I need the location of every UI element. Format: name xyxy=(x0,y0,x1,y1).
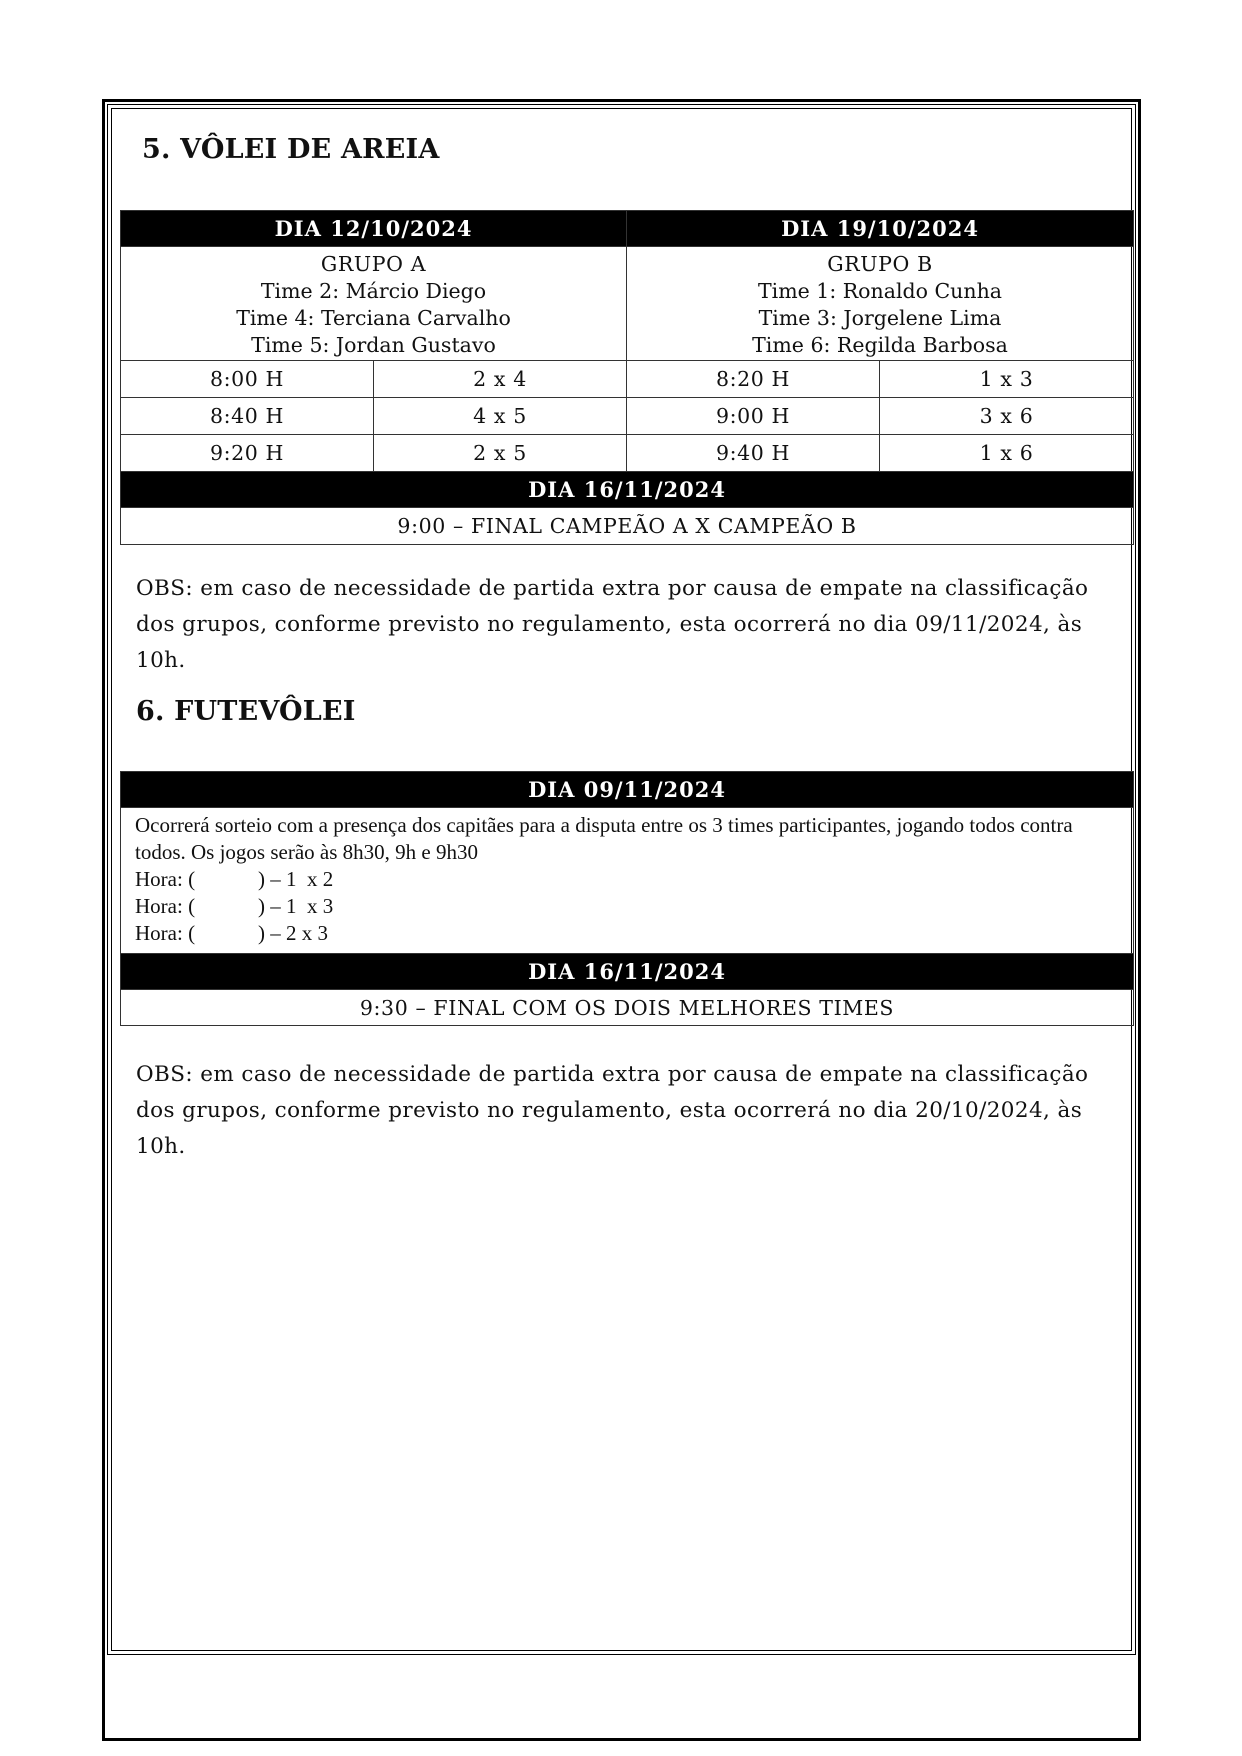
group-a-cell xyxy=(121,247,627,361)
futevolei-day-header: DIA 09/11/2024 xyxy=(121,772,1134,808)
game-time: 8:20 H xyxy=(627,361,880,398)
futevolei-final-day-header: DIA 16/11/2024 xyxy=(121,954,1134,990)
game-time: 9:00 H xyxy=(627,398,880,435)
futevolei-obs-note: OBS: em caso de necessidade de partida extra por causa de empate na classificação dos grupos, conforme previsto no regulamento, esta ocorrerá no dia 20/10/2024, às 10h. xyxy=(136,1062,1089,1159)
group-b-team: Time 6: Regilda Barbosa xyxy=(752,333,1008,357)
group-a-team: Time 5: Jordan Gustavo xyxy=(251,333,496,357)
futevolei-description: Ocorrerá sorteio com a presença dos capitães para a disputa entre os 3 times participantes, jogando todos contra todos. Os jogos serão às 8h30, 9h e 9h30 xyxy=(135,813,1073,864)
group-b-team: Time 3: Jorgelene Lima xyxy=(758,306,1002,330)
game-time: 9:20 H xyxy=(121,435,374,472)
game-match: 1 x 6 xyxy=(880,435,1134,472)
group-a-team: Time 2: Márcio Diego xyxy=(260,279,487,303)
futevolei-final-row: 9:30 – FINAL COM OS DOIS MELHORES TIMES xyxy=(121,990,1134,1026)
game-time: 8:40 H xyxy=(121,398,374,435)
group-b-team: Time 1: Ronaldo Cunha xyxy=(757,279,1003,303)
group-a-name: GRUPO A xyxy=(320,252,427,276)
game-time: 8:00 H xyxy=(121,361,374,398)
game-time: 9:40 H xyxy=(627,435,880,472)
futevolei-description-cell xyxy=(121,808,1134,954)
volei-schedule-table xyxy=(120,210,1134,545)
volei-section-title: 5. VÔLEI DE AREIA xyxy=(142,134,440,165)
game-row xyxy=(121,398,1134,435)
hora-line: Hora: ( ) – 1 x 2 xyxy=(135,867,334,891)
volei-obs-note: OBS: em caso de necessidade de partida extra por causa de empate na classificação dos grupos, conforme previsto no regulamento, esta ocorrerá no dia 09/11/2024, às 10h. xyxy=(136,576,1089,673)
volei-day-b-header: DIA 19/10/2024 xyxy=(627,211,1134,247)
game-match: 2 x 4 xyxy=(374,361,627,398)
volei-day-a-header: DIA 12/10/2024 xyxy=(121,211,627,247)
futevolei-section-title: 6. FUTEVÔLEI xyxy=(136,696,356,727)
futevolei-schedule-table xyxy=(120,771,1134,1026)
game-match: 2 x 5 xyxy=(374,435,627,472)
game-match: 1 x 3 xyxy=(880,361,1134,398)
group-b-name: GRUPO B xyxy=(827,252,933,276)
game-match: 3 x 6 xyxy=(880,398,1134,435)
group-a-team: Time 4: Terciana Carvalho xyxy=(236,306,511,330)
game-row xyxy=(121,361,1134,398)
hora-line: Hora: ( ) – 2 x 3 xyxy=(135,921,329,945)
volei-final-row: 9:00 – FINAL CAMPEÃO A X CAMPEÃO B xyxy=(121,508,1134,545)
game-row xyxy=(121,435,1134,472)
group-b-cell xyxy=(627,247,1134,361)
game-match: 4 x 5 xyxy=(374,398,627,435)
volei-final-day-header: DIA 16/11/2024 xyxy=(121,472,1134,508)
hora-line: Hora: ( ) – 1 x 3 xyxy=(135,894,334,918)
